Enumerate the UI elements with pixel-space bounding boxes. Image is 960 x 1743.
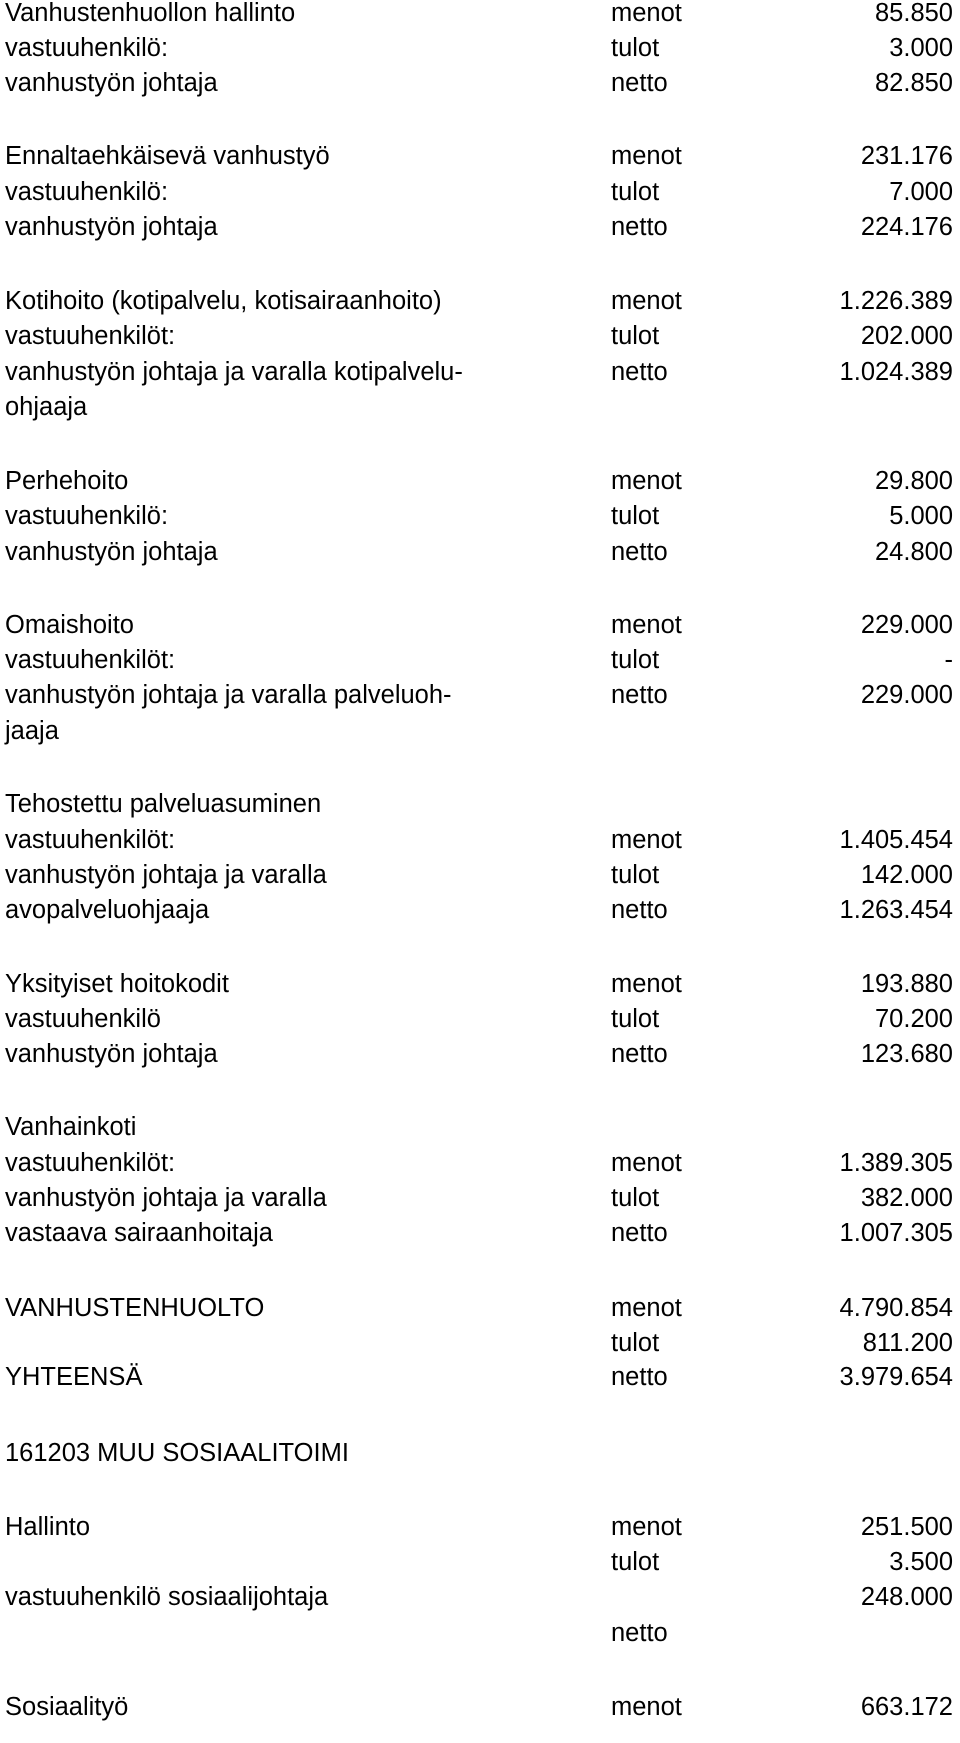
budget-line [0, 678, 960, 713]
budget-line [0, 31, 960, 66]
line-label: vastuuhenkilöt: [5, 322, 176, 350]
budget-line [0, 1360, 960, 1395]
line-label: vastaava sairaanhoitaja [5, 1219, 273, 1247]
line-kind: tulot [611, 322, 660, 350]
line-amount: 3.000 [889, 34, 953, 62]
line-amount: 382.000 [860, 1184, 953, 1212]
budget-line [0, 1616, 960, 1651]
budget-line [0, 714, 960, 749]
line-kind: menot [611, 467, 682, 495]
line-label: vanhustyön johtaja ja varalla palveluoh- [5, 681, 452, 709]
budget-line [0, 1436, 960, 1471]
budget-line [0, 858, 960, 893]
budget-line [0, 1037, 960, 1072]
line-kind: menot [611, 970, 682, 998]
line-label: avopalveluohjaaja [5, 896, 210, 924]
line-amount: 248.000 [860, 1583, 953, 1611]
budget-line [0, 355, 960, 390]
line-label: vastuuhenkilö: [5, 178, 169, 206]
line-amount: - [944, 646, 953, 674]
line-label: vanhustyön johtaja [5, 213, 218, 241]
line-label: Ennaltaehkäisevä vanhustyö [5, 142, 330, 170]
line-kind: netto [611, 1219, 668, 1247]
line-kind: tulot [611, 1005, 660, 1033]
line-kind: menot [611, 1513, 682, 1541]
budget-line [0, 1326, 960, 1361]
budget-line [0, 1146, 960, 1181]
line-amount: 1.389.305 [839, 1149, 953, 1177]
line-amount: 193.880 [860, 970, 953, 998]
line-amount: 29.800 [875, 467, 953, 495]
line-kind: netto [611, 1040, 668, 1068]
line-kind: tulot [611, 646, 660, 674]
line-kind: netto [611, 538, 668, 566]
budget-line [0, 1690, 960, 1725]
line-label: vastuuhenkilöt: [5, 1149, 176, 1177]
line-amount: 7.000 [889, 178, 953, 206]
line-kind: menot [611, 1149, 682, 1177]
line-amount: 251.500 [860, 1513, 953, 1541]
line-amount: 229.000 [860, 611, 953, 639]
budget-line [0, 66, 960, 101]
line-label: vastuuhenkilö [5, 1005, 161, 1033]
line-label: 161203 MUU SOSIAALITOIMI [5, 1439, 349, 1467]
budget-line [0, 893, 960, 928]
line-amount: 663.172 [860, 1693, 953, 1721]
budget-line [0, 175, 960, 210]
line-amount: 229.000 [860, 681, 953, 709]
line-kind: tulot [611, 1329, 660, 1357]
line-amount: 24.800 [875, 538, 953, 566]
line-amount: 82.850 [875, 69, 953, 97]
line-label: vastuuhenkilö sosiaalijohtaja [5, 1583, 329, 1611]
budget-line [0, 0, 960, 31]
line-label: YHTEENSÄ [5, 1363, 143, 1391]
line-kind: tulot [611, 1184, 660, 1212]
line-label: Vanhainkoti [5, 1113, 137, 1141]
budget-line [0, 787, 960, 822]
line-kind: tulot [611, 1548, 660, 1576]
budget-line [0, 210, 960, 245]
line-label: Omaishoito [5, 611, 134, 639]
budget-line [0, 967, 960, 1002]
line-kind: menot [611, 826, 682, 854]
line-label: vanhustyön johtaja ja varalla [5, 861, 327, 889]
line-amount: 70.200 [875, 1005, 953, 1033]
line-label: Sosiaalityö [5, 1693, 129, 1721]
line-kind: netto [611, 1619, 668, 1647]
line-kind: tulot [611, 502, 660, 530]
line-amount: 123.680 [860, 1040, 953, 1068]
budget-line [0, 1580, 960, 1615]
line-label: vastuuhenkilöt: [5, 826, 176, 854]
line-amount: 224.176 [860, 213, 953, 241]
line-label: Yksityiset hoitokodit [5, 970, 229, 998]
budget-line [0, 139, 960, 174]
line-amount: 1.263.454 [839, 896, 953, 924]
line-label: vanhustyön johtaja [5, 538, 218, 566]
line-amount: 1.024.389 [839, 358, 953, 386]
line-amount: 85.850 [875, 0, 953, 27]
budget-line [0, 1291, 960, 1326]
line-amount: 202.000 [860, 322, 953, 350]
line-kind: netto [611, 681, 668, 709]
line-amount: 3.500 [889, 1548, 953, 1576]
line-kind: netto [611, 69, 668, 97]
line-amount: 231.176 [860, 142, 953, 170]
line-label: Vanhustenhuollon hallinto [5, 0, 296, 27]
line-kind: menot [611, 611, 682, 639]
budget-line [0, 319, 960, 354]
line-label: vastuuhenkilö: [5, 34, 169, 62]
budget-line [0, 464, 960, 499]
budget-line [0, 1002, 960, 1037]
line-kind: tulot [611, 178, 660, 206]
line-amount: 3.979.654 [839, 1363, 953, 1391]
line-label: Perhehoito [5, 467, 129, 495]
line-amount: 811.200 [862, 1329, 953, 1357]
budget-line [0, 1510, 960, 1545]
line-amount: 4.790.854 [839, 1294, 953, 1322]
line-label: vanhustyön johtaja ja varalla kotipalvelu- [5, 358, 463, 386]
budget-line [0, 1181, 960, 1216]
line-kind: menot [611, 0, 682, 27]
line-label: vastuuhenkilö: [5, 502, 169, 530]
line-amount: 5.000 [889, 502, 953, 530]
budget-line [0, 1110, 960, 1145]
line-kind: tulot [611, 34, 660, 62]
line-label: ohjaaja [5, 393, 88, 421]
line-label: Hallinto [5, 1513, 91, 1541]
line-kind: menot [611, 142, 682, 170]
budget-line [0, 643, 960, 678]
line-amount: 1.405.454 [839, 826, 953, 854]
line-kind: menot [611, 287, 682, 315]
budget-line [0, 1216, 960, 1251]
line-label: Tehostettu palveluasuminen [5, 790, 322, 818]
line-kind: netto [611, 896, 668, 924]
line-kind: tulot [611, 861, 660, 889]
line-kind: netto [611, 1363, 668, 1391]
line-kind: netto [611, 213, 668, 241]
budget-line [0, 608, 960, 643]
line-kind: menot [611, 1693, 682, 1721]
line-label: vanhustyön johtaja [5, 69, 218, 97]
line-label: jaaja [5, 717, 59, 745]
line-amount: 142.000 [860, 861, 953, 889]
budget-line [0, 499, 960, 534]
line-label: vastuuhenkilöt: [5, 646, 176, 674]
line-label: vanhustyön johtaja ja varalla [5, 1184, 327, 1212]
line-kind: menot [611, 1294, 682, 1322]
line-label: Kotihoito (kotipalvelu, kotisairaanhoito) [5, 287, 442, 315]
line-label: VANHUSTENHUOLTO [5, 1294, 265, 1322]
budget-line [0, 390, 960, 425]
budget-line [0, 535, 960, 570]
line-amount: 1.226.389 [839, 287, 953, 315]
line-amount: 1.007.305 [839, 1219, 953, 1247]
line-label: vanhustyön johtaja [5, 1040, 218, 1068]
budget-line [0, 823, 960, 858]
budget-line [0, 284, 960, 319]
budget-line [0, 1545, 960, 1580]
line-kind: netto [611, 358, 668, 386]
